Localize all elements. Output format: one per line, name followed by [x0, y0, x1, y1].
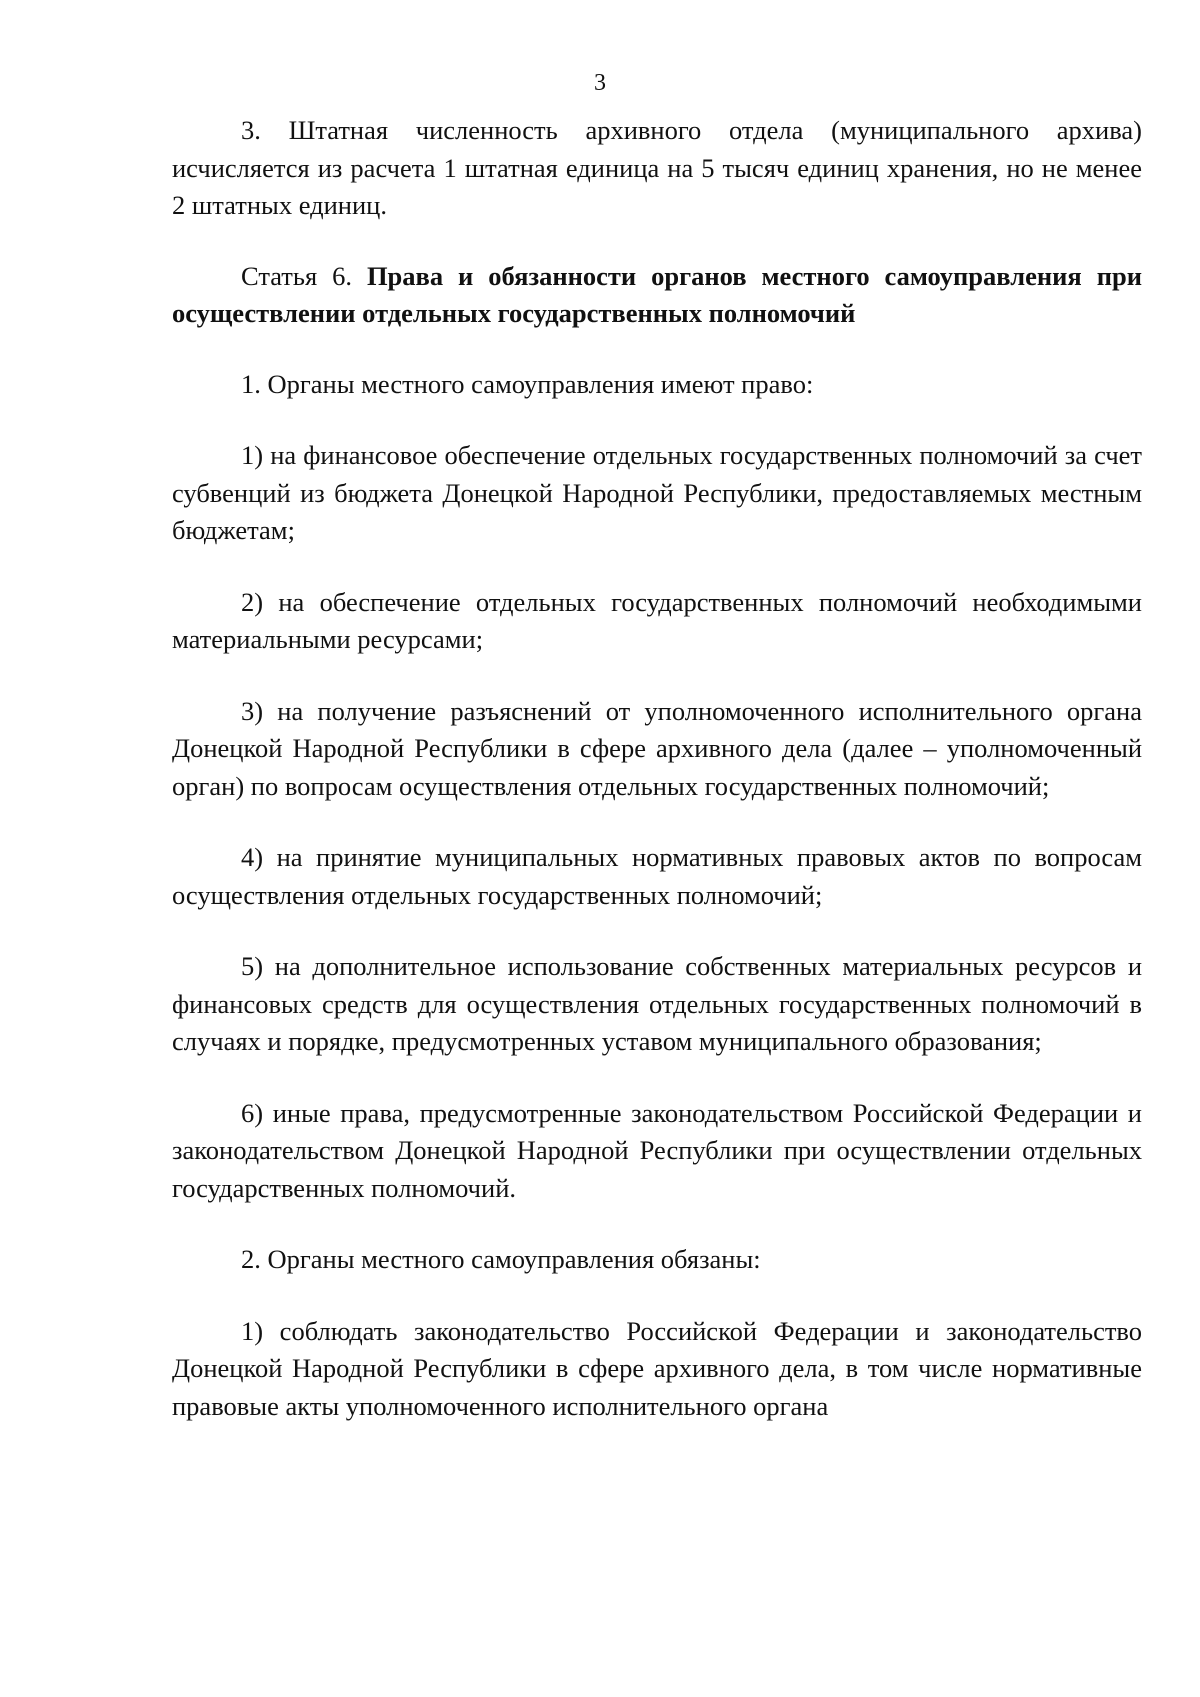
article-heading: [172, 258, 1142, 333]
page-number: 3: [594, 70, 606, 96]
paragraph-right-3: 3) на получение разъяснений от уполномоченного исполнительного органа Донецкой Народной Республики в сфере архивного дела (далее – уполномоченный орган) по вопросам осуществления отдельных государственных полномочий;: [172, 695, 1142, 801]
document-body: [172, 112, 1142, 1425]
paragraph-right-4: 4) на принятие муниципальных нормативных правовых актов по вопросам осуществления отдельных государственных полномочий;: [172, 842, 1142, 910]
paragraph-duty-1: 1) соблюдать законодательство Российской Федерации и законодательство Донецкой Народной Республики в сфере архивного дела, в том числе нормативные правовые акты уполномоченного исполнительного органа: [172, 1315, 1142, 1421]
paragraph-right-5: 5) на дополнительное использование собственных материальных ресурсов и финансовых средств для осуществления отдельных государственных полномочий в случаях и порядке, предусмотренных уставом муниципального образования;: [172, 951, 1142, 1056]
paragraph-right-2: 2) на обеспечение отдельных государственных полномочий необходимыми материальными ресурсами;: [172, 586, 1142, 654]
article-label: Статья 6.: [241, 260, 367, 291]
paragraph-right-1: 1) на финансовое обеспечение отдельных государственных полномочий за счет субвенций из бюджета Донецкой Народной Республики, предоставляемых местным бюджетам;: [172, 440, 1142, 545]
paragraph-duties-intro: 2. Органы местного самоуправления обязаны:: [241, 1244, 761, 1274]
article-title: Права и обязанности органов местного самоуправления при осуществлении отдельных государственных полномочий: [172, 260, 1142, 328]
paragraph-rights-intro: 1. Органы местного самоуправления имеют право:: [241, 368, 814, 399]
paragraph-staff-count: 3. Штатная численность архивного отдела (муниципального архива) исчисляется из расчета 1 штатная единица на 5 тысяч единиц хранения, но не менее 2 штатных единиц.: [172, 115, 1142, 220]
paragraph-right-6: 6) иные права, предусмотренные законодательством Российской Федерации и законодательством Донецкой Народной Республики при осуществлении отдельных государственных полномочий.: [172, 1097, 1142, 1203]
